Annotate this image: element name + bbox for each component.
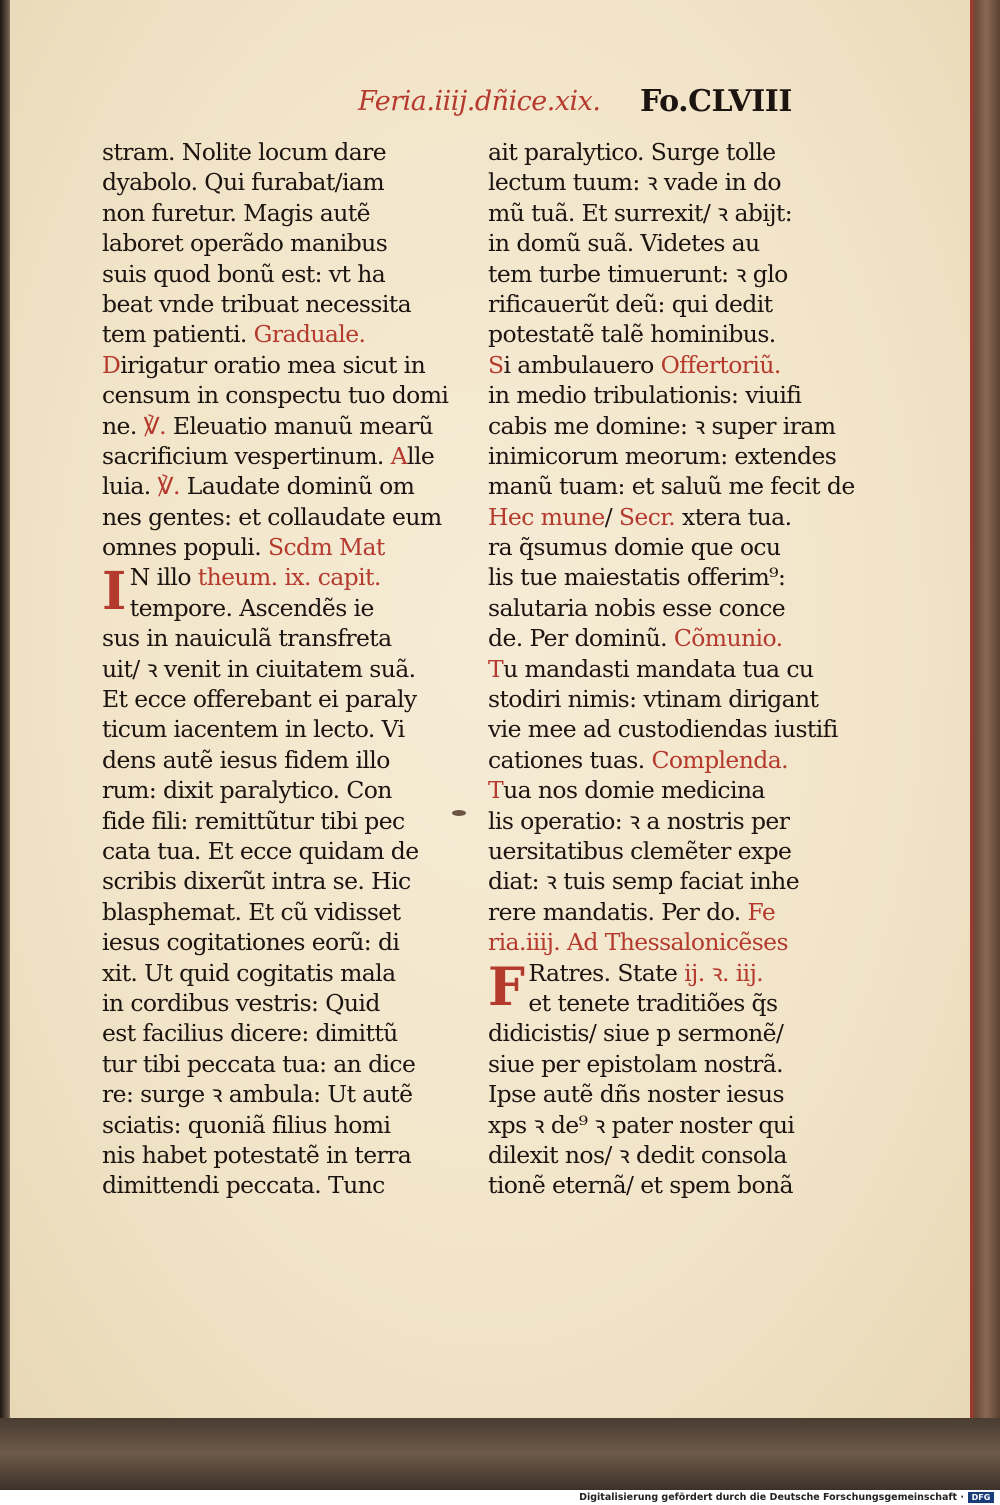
- text-line: [488, 593, 823, 623]
- text-segment: Laudate dominũ om: [179, 472, 415, 501]
- text-segment: Ipse autẽ dñs noster iesus: [488, 1080, 784, 1109]
- text-segment: in cordibus vestris: Quid: [102, 988, 380, 1017]
- rubric-text: theum. ix. capit.: [197, 563, 381, 592]
- rubric-text: Graduale.: [253, 320, 366, 349]
- text-line: [102, 532, 437, 562]
- text-line: [102, 350, 437, 380]
- text-line: [102, 775, 437, 805]
- text-segment: in medio tribulationis: viuifi: [488, 381, 802, 410]
- text-line: [488, 502, 823, 532]
- text-line: [102, 714, 437, 744]
- text-line: [488, 1079, 823, 1109]
- text-segment: tem turbe timuerunt: ꝛ glo: [488, 259, 788, 288]
- text-line: [488, 319, 823, 349]
- text-segment: ait paralytico. Surge tolle: [488, 138, 776, 166]
- text-line: [488, 745, 823, 775]
- text-segment: Ratres. State: [528, 958, 685, 987]
- text-line: [488, 866, 823, 896]
- text-segment: uit/ ꝛ venit in ciuitatem suã.: [102, 654, 416, 683]
- folio-number: Fo.CLVIII: [640, 84, 792, 119]
- text-line: [488, 411, 836, 441]
- rubric-text: Complenda.: [651, 745, 788, 774]
- text-line: [102, 806, 437, 836]
- text-segment: i ambulauero: [503, 350, 661, 379]
- ink-stain: [452, 810, 466, 816]
- text-segment: tionẽ eternã/ et spem bonã: [488, 1171, 793, 1200]
- text-line: [102, 684, 437, 714]
- text-segment: beat vnde tribuat necessita: [102, 289, 412, 318]
- text-segment: non furetur. Magis autẽ: [102, 198, 370, 227]
- text-segment: nis habet potestatẽ in terra: [102, 1140, 412, 1169]
- text-line: [102, 167, 437, 197]
- text-segment: tur tibi peccata tua: an dice: [102, 1049, 416, 1078]
- text-line: [488, 562, 823, 592]
- text-line: [488, 228, 823, 258]
- text-line: [102, 502, 442, 532]
- text-segment: scribis dixerũt intra se. Hic: [102, 867, 411, 896]
- text-segment: nes gentes: et collaudate eum: [102, 502, 442, 531]
- text-line: [102, 1079, 437, 1109]
- text-line: [488, 897, 823, 927]
- text-line: [102, 228, 437, 258]
- rubric-text: A: [390, 441, 408, 470]
- text-segment: rum: dixit paralytico. Con: [102, 776, 392, 805]
- rubric-text: T: [488, 776, 504, 805]
- text-line: [488, 289, 823, 319]
- rubric-text: ℣.: [157, 472, 180, 501]
- text-segment: laboret operãdo manibus: [102, 229, 388, 258]
- text-segment: stram. Nolite locum dare: [102, 138, 387, 166]
- text-segment: cata tua. Et ecce quidam de: [102, 836, 419, 865]
- text-line: [102, 441, 437, 471]
- text-line: [488, 1140, 823, 1170]
- text-segment: xit. Ut quid cogitatis mala: [102, 958, 396, 987]
- text-segment: potestatẽ talẽ hominibus.: [488, 320, 776, 349]
- text-segment: rificauerũt deũ: qui dedit: [488, 289, 773, 318]
- text-line: [102, 1018, 437, 1048]
- text-line: [488, 137, 823, 167]
- text-segment: siue per epistolam nostrã.: [488, 1049, 784, 1078]
- rubric-text: Offertoriũ.: [660, 350, 781, 379]
- text-line: [102, 836, 437, 866]
- text-segment: sciatis: quoniã filius homi: [102, 1110, 391, 1139]
- text-line: [102, 1140, 437, 1170]
- text-line: [102, 866, 437, 896]
- text-line: [102, 623, 437, 653]
- text-segment: inimicorum meorum: extendes: [488, 441, 837, 470]
- text-line: [102, 593, 437, 623]
- text-line: [488, 471, 855, 501]
- text-segment: sacrificium vespertinum.: [102, 441, 391, 470]
- text-line: [488, 684, 823, 714]
- rubric-text: ij. ꝛ. iij.: [684, 958, 764, 987]
- text-line: [102, 1170, 437, 1200]
- text-segment: uersitatibus clemẽter expe: [488, 836, 792, 865]
- rubric-text: Fe: [747, 897, 776, 926]
- text-line: [488, 1049, 823, 1079]
- text-segment: mũ tuã. Et surrexit/ ꝛ abijt:: [488, 198, 793, 227]
- text-segment: re: surge ꝛ ambula: Ut autẽ: [102, 1080, 413, 1109]
- text-segment: ticum iacentem in lecto. Vi: [102, 715, 405, 744]
- text-segment: sus in nauiculã transfreta: [102, 624, 392, 653]
- text-segment: in domũ suã. Videtes au: [488, 229, 760, 258]
- dfg-logo: DFG: [968, 1492, 994, 1503]
- text-segment: diat: ꝛ tuis semp faciat inhe: [488, 867, 800, 896]
- text-segment: fide fili: remittũtur tibi pec: [102, 806, 405, 835]
- text-line: [488, 806, 823, 836]
- running-head-rubric: Feria.iiij.dñice.xix.: [358, 86, 601, 117]
- text-segment: ua nos domie medicina: [503, 776, 765, 805]
- text-line: [488, 167, 823, 197]
- book-lower-edge: [0, 1418, 1000, 1490]
- text-line: [488, 714, 838, 744]
- text-segment: censum in conspectu tuo domi: [102, 381, 449, 410]
- text-segment: didicistis/ siue p sermonẽ/: [488, 1019, 784, 1048]
- text-line: [102, 137, 437, 167]
- text-line: [488, 1110, 823, 1140]
- text-segment: dens autẽ iesus fidem illo: [102, 745, 390, 774]
- rubric-text: Secr.: [618, 502, 676, 531]
- text-line: [488, 775, 823, 805]
- text-segment: manũ tuam: et saluũ me fecit de: [488, 472, 855, 501]
- rubric-text: D: [102, 350, 121, 379]
- text-segment: ne.: [102, 411, 144, 440]
- text-segment: suis quod bonũ est: vt ha: [102, 259, 386, 288]
- text-line: [102, 198, 437, 228]
- text-line: [488, 988, 823, 1018]
- text-segment: tem patienti.: [102, 320, 254, 349]
- rubric-text: T: [488, 654, 504, 683]
- text-segment: u mandasti mandata tua cu: [503, 654, 814, 683]
- text-line: [488, 1170, 823, 1200]
- rubric-text: ℣.: [143, 411, 166, 440]
- text-column-right: [488, 137, 855, 1201]
- text-line: [488, 532, 823, 562]
- text-segment: rere mandatis. Per do.: [488, 897, 748, 926]
- text-segment: cabis me domine: ꝛ super iram: [488, 411, 836, 440]
- text-segment: salutaria nobis esse conce: [488, 593, 786, 622]
- text-line: [102, 259, 437, 289]
- text-segment: /: [604, 502, 619, 531]
- text-segment: dyabolo. Qui furabat/iam: [102, 168, 385, 197]
- text-segment: N illo: [129, 563, 198, 592]
- text-line: [102, 745, 437, 775]
- text-line: [488, 927, 823, 957]
- text-segment: omnes populi.: [102, 533, 268, 562]
- text-segment: dimittendi peccata. Tunc: [102, 1171, 385, 1200]
- text-segment: luia.: [102, 472, 158, 501]
- rubric-text: Scdm Mat: [267, 533, 385, 562]
- text-segment: xps ꝛ de⁹ ꝛ pater noster qui: [488, 1110, 795, 1139]
- text-line: [102, 319, 437, 349]
- decorated-initial: F: [488, 956, 525, 1018]
- text-segment: blasphemat. Et cũ vidisset: [102, 897, 401, 926]
- text-segment: cationes tuas.: [488, 745, 652, 774]
- text-line: [488, 441, 837, 471]
- text-segment: ra q̃sumus domie que ocu: [488, 533, 781, 562]
- rubric-text: ria.iiij. Ad Thessalonicẽses: [488, 928, 788, 957]
- text-segment: vie mee ad custodiendas iustifi: [488, 715, 838, 744]
- text-line: [102, 411, 437, 441]
- text-segment: tempore. Ascendẽs ie: [129, 593, 374, 622]
- text-line: [488, 380, 823, 410]
- text-line: [102, 927, 437, 957]
- text-segment: de. Per dominũ.: [488, 624, 674, 653]
- text-line: [488, 198, 823, 228]
- text-column-left: [102, 137, 449, 1201]
- text-line: [488, 623, 823, 653]
- text-line: [102, 958, 437, 988]
- footer-bar: [0, 1490, 1000, 1505]
- text-segment: lis tue maiestatis offerim⁹:: [488, 563, 786, 592]
- text-line: [102, 897, 437, 927]
- rubric-text: Cõmunio.: [673, 624, 783, 653]
- rubric-text: Hec mune: [488, 502, 605, 531]
- text-segment: dilexit nos/ ꝛ dedit consola: [488, 1140, 787, 1169]
- text-segment: Et ecce offerebant ei paraly: [102, 685, 417, 714]
- text-segment: irigatur oratio mea sicut in: [120, 350, 426, 379]
- text-segment: Eleuatio manuũ mearũ: [165, 411, 433, 440]
- text-line: [102, 988, 437, 1018]
- text-line: [488, 654, 823, 684]
- text-segment: et tenete traditiões q̃s: [528, 988, 778, 1017]
- text-line: [102, 1049, 437, 1079]
- text-segment: est facilius dicere: dimittũ: [102, 1019, 398, 1048]
- text-line: [488, 350, 823, 380]
- text-line: [488, 259, 823, 289]
- text-segment: iesus cogitationes eorũ: di: [102, 928, 400, 957]
- text-line: [102, 1110, 437, 1140]
- text-line: [102, 380, 449, 410]
- text-line: [488, 836, 823, 866]
- text-line: [102, 654, 437, 684]
- text-segment: stodiri nimis: vtinam dirigant: [488, 685, 819, 714]
- text-segment: lectum tuum: ꝛ vade in do: [488, 168, 781, 197]
- text-segment: lle: [407, 441, 435, 470]
- footer-credit: Digitalisierung gefördert durch die Deutsche Forschungsgemeinschaft ·: [579, 1492, 964, 1503]
- text-line: [488, 1018, 823, 1048]
- text-line: [102, 289, 437, 319]
- decorated-initial: I: [102, 561, 126, 623]
- text-segment: lis operatio: ꝛ a nostris per: [488, 806, 790, 835]
- text-segment: xtera tua.: [675, 502, 792, 531]
- text-line: [102, 471, 437, 501]
- rubric-text: S: [488, 350, 504, 379]
